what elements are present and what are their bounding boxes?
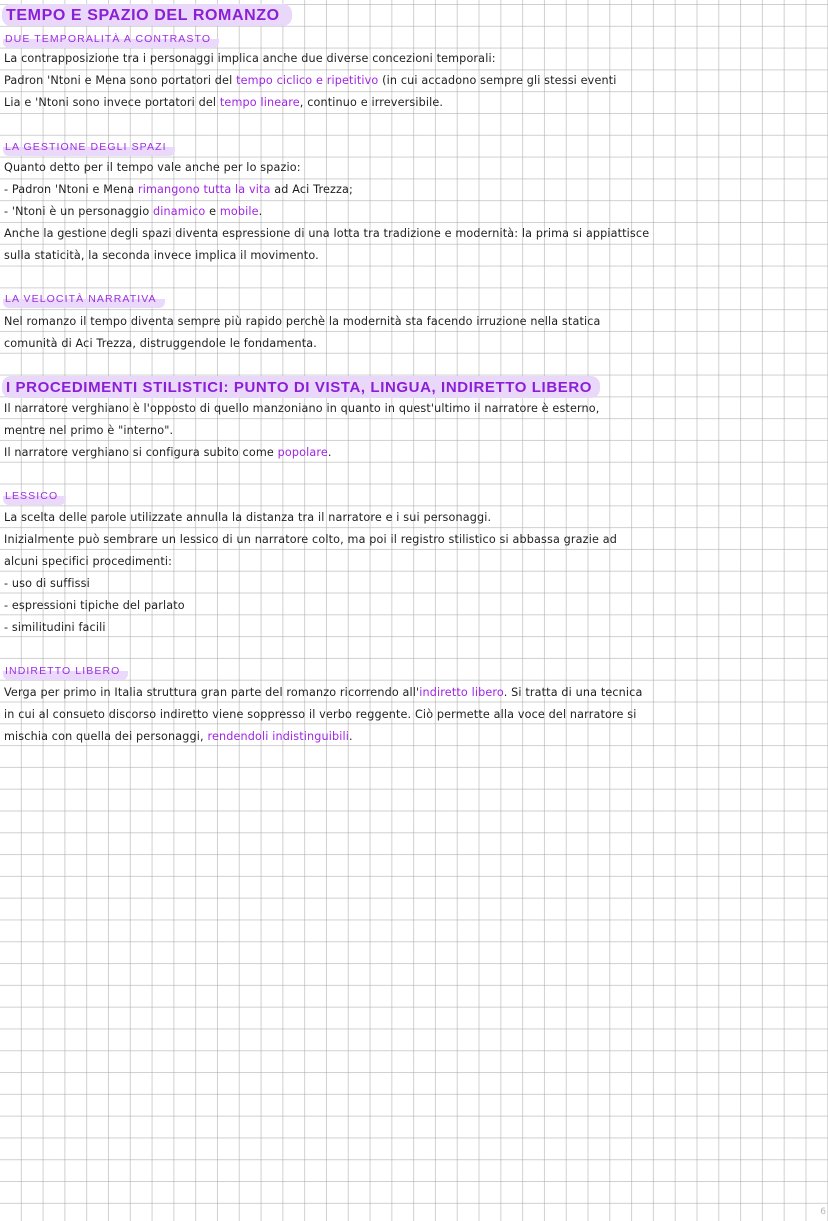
- page-title: TEMPO E SPAZIO DEL ROMANZO: [2, 4, 292, 26]
- highlighted-term: rimangono tutta la vita: [138, 183, 271, 196]
- text-fragment: ad Aci Trezza;: [270, 183, 353, 196]
- highlighted-term: mobile: [219, 205, 259, 218]
- text-line: [4, 96, 443, 110]
- text-line: [4, 52, 496, 66]
- text-line: [4, 686, 643, 700]
- text-line: [4, 337, 317, 351]
- text-fragment: - espressioni tipiche del parlato: [4, 599, 185, 612]
- text-line: [4, 511, 491, 525]
- text-line: [4, 74, 617, 88]
- text-line: [4, 446, 332, 460]
- text-fragment: . Si tratta di una tecnica: [503, 686, 643, 699]
- text-fragment: - 'Ntoni è un personaggio: [4, 205, 154, 218]
- text-line: [4, 533, 617, 547]
- text-fragment: Inizialmente può sembrare un lessico di un narratore colto, ma poi il registro stilistico si abbassa grazie ad: [4, 533, 617, 546]
- section-title-procedimenti-stilistici: I PROCEDIMENTI STILISTICI: PUNTO DI VISTA, LINGUA, INDIRETTO LIBERO: [2, 376, 600, 398]
- text-fragment: - uso di suffissi: [4, 577, 90, 590]
- text-line: [4, 249, 319, 263]
- text-fragment: sulla staticità, la seconda invece implica il movimento.: [4, 249, 319, 262]
- text-fragment: Lia e 'Ntoni sono invece portatori del: [4, 96, 220, 109]
- text-fragment: , continuo e irreversibile.: [299, 96, 444, 109]
- text-fragment: La contrapposizione tra i personaggi implica anche due diverse concezioni temporali:: [4, 52, 496, 65]
- text-line: [4, 315, 601, 329]
- text-line: [4, 227, 649, 241]
- text-fragment: Anche la gestione degli spazi diventa espressione di una lotta tra tradizione e modernità: la prima si appiattisce: [4, 227, 650, 240]
- text-line: [4, 205, 262, 219]
- list-item: [4, 621, 106, 635]
- text-line: [4, 424, 173, 438]
- section-heading-velocita-narrativa: LA VELOCITÀ NARRATIVA: [3, 292, 165, 308]
- text-fragment: in cui al consueto discorso indiretto viene soppresso il verbo reggente. Ciò permette alla voce del narratore si: [4, 708, 637, 721]
- text-fragment: - similitudini facili: [4, 621, 106, 634]
- list-item: [4, 599, 185, 613]
- highlighted-term: tempo lineare: [219, 96, 300, 109]
- text-fragment: alcuni specifici procedimenti:: [4, 555, 173, 568]
- highlighted-term: popolare: [277, 446, 328, 459]
- text-fragment: Nel romanzo il tempo diventa sempre più rapido perchè la modernità sta facendo irruzione nella statica: [4, 315, 601, 328]
- text-line: [4, 730, 353, 744]
- text-fragment: mischia con quella dei personaggi,: [4, 730, 208, 743]
- text-line: [4, 161, 301, 175]
- text-fragment: .: [349, 730, 353, 743]
- text-fragment: La scelta delle parole utilizzate annulla la distanza tra il narratore e i sui personaggi.: [4, 511, 492, 524]
- text-fragment: (in cui accadono sempre gli stessi eventi: [378, 74, 617, 87]
- text-fragment: Verga per primo in Italia struttura gran parte del romanzo ricorrendo all': [4, 686, 420, 699]
- text-fragment: mentre nel primo è "interno".: [4, 424, 174, 437]
- text-line: [4, 183, 353, 197]
- text-line: [4, 402, 600, 416]
- highlighted-term: indiretto libero: [419, 686, 504, 699]
- text-fragment: - Padron 'Ntoni e Mena: [4, 183, 138, 196]
- text-fragment: Il narratore verghiano è l'opposto di quello manzoniano in quanto in quest'ultimo il narratore è esterno,: [4, 402, 600, 415]
- highlighted-term: dinamico: [153, 205, 206, 218]
- text-fragment: .: [258, 205, 263, 218]
- section-heading-gestione-spazi: LA GESTIONE DEGLI SPAZI: [3, 140, 175, 156]
- text-fragment: e: [205, 205, 220, 218]
- text-line: [4, 555, 172, 569]
- section-heading-lessico: LESSICO: [3, 489, 66, 505]
- highlighted-term: tempo ciclico e ripetitivo: [236, 74, 379, 87]
- text-fragment: .: [327, 446, 332, 459]
- text-fragment: Il narratore verghiano si configura subito come: [4, 446, 278, 459]
- text-line: [4, 708, 636, 722]
- text-fragment: comunità di Aci Trezza, distruggendole le fondamenta.: [4, 337, 317, 350]
- section-heading-indiretto-libero: INDIRETTO LIBERO: [3, 664, 128, 680]
- highlighted-term: rendendoli indistinguibili: [207, 730, 350, 743]
- page-corner-mark: 6: [820, 1207, 826, 1217]
- text-fragment: Quanto detto per il tempo vale anche per lo spazio:: [4, 161, 301, 174]
- text-fragment: Padron 'Ntoni e Mena sono portatori del: [4, 74, 237, 87]
- list-item: [4, 577, 90, 591]
- section-heading-due-temporalita: DUE TEMPORALITÀ A CONTRASTO: [3, 32, 219, 48]
